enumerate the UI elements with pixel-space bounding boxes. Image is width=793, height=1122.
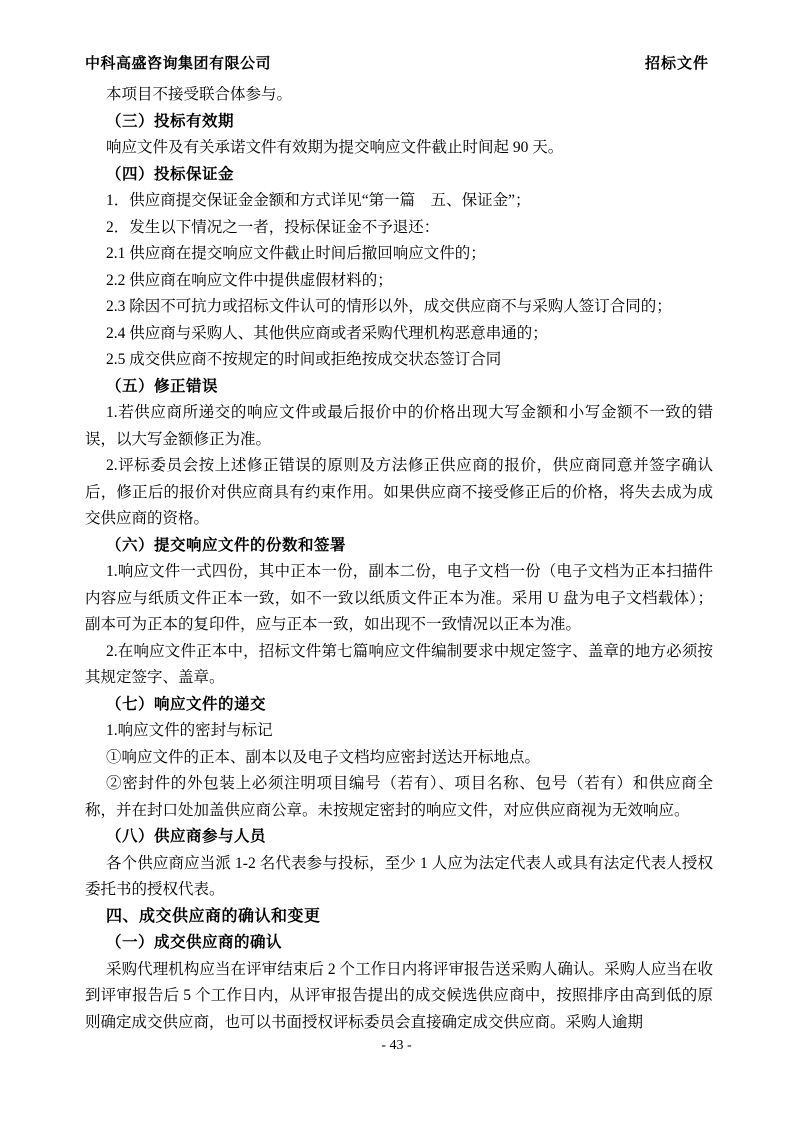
section-heading: （四）投标保证金 <box>106 165 235 183</box>
paragraph: 2.3 除因不可抗力或招标文件认可的情形以外，成交供应商不与采购人签订合同的； <box>106 298 672 315</box>
paragraph: 1.响应文件一式四份，其中正本一份，副本二份，电子文档一份（电子文档为正本扫描件内容应与纸质文件正本一致，如不一致以纸质文件正本为准。采用 U 盘为电子文档载体）；副本可为正本的复印件，应与正本一致，如出现不一致情况以正本为准。 <box>85 563 713 633</box>
paragraph: 2.1 供应商在提交响应文件截止时间后撤回响应文件的； <box>106 245 486 262</box>
header-document-type: 招标文件 <box>644 56 709 72</box>
chapter-heading: 四、成交供应商的确认和变更 <box>106 907 321 925</box>
paragraph: 1.响应文件的密封与标记 <box>106 722 273 739</box>
section-heading: （六）提交响应文件的份数和签署 <box>106 536 347 554</box>
document-body <box>85 82 713 1036</box>
paragraph: 采购代理机构应当在评审结束后 2 个工作日内将评审报告送采购人确认。采购人应当在收到评审报告后 5 个工作日内，从评审报告提出的成交候选供应商中，按照排序由高到低的原则确定成交供应商，也可以书面授权评标委员会直接确定成交供应商。采购人逾期 <box>85 960 713 1031</box>
section-heading: （五）修正错误 <box>106 377 219 395</box>
header-company-name: 中科高盛咨询集团有限公司 <box>85 56 272 72</box>
section-heading: （三）投标有效期 <box>106 112 235 130</box>
paragraph: 2.5 成交供应商不按规定的时间或拒绝按成交状态签订合同 <box>106 351 502 368</box>
section-heading: （八）供应商参与人员 <box>106 828 267 845</box>
paragraph: 2.4 供应商与采购人、其他供应商或者采购代理机构恶意串通的； <box>106 324 548 342</box>
paragraph: 2.2 供应商在响应文件中提供虚假材料的； <box>106 271 393 289</box>
paragraph: ②密封件的外包装上必须注明项目编号（若有）、项目名称、包号（若有）和供应商全称，并在封口处加盖供应商公章。未按规定密封的响应文件，对应供应商视为无效响应。 <box>85 775 713 819</box>
paragraph: ①响应文件的正本、副本以及电子文档均应密封送达开标地点。 <box>106 748 541 766</box>
section-heading: （七）响应文件的递交 <box>106 695 267 713</box>
paragraph: 本项目不接受联合体参与。 <box>106 86 293 103</box>
paragraph: 2.评标委员会按上述修正错误的原则及方法修正供应商的报价，供应商同意并签字确认后，修正后的报价对供应商具有约束作用。如果供应商不接受修正后的价格，将失去成为成交供应商的资格。 <box>85 457 713 527</box>
page-header <box>85 54 709 74</box>
paragraph: 响应文件及有关承诺文件有效期为提交响应文件截止时间起 90 天。 <box>106 139 564 156</box>
paragraph: 各个供应商应当派 1-2 名代表参与投标，至少 1 人应为法定代表人或具有法定代表人授权委托书的授权代表。 <box>85 854 713 898</box>
paragraph: 2．发生以下情况之一者，投标保证金不予退还： <box>106 218 440 236</box>
paragraph: 2.在响应文件正本中，招标文件第七篇响应文件编制要求中规定签字、盖章的地方必须按其规定签字、盖章。 <box>85 642 713 686</box>
paragraph: 1.若供应商所递交的响应文件或最后报价中的价格出现大写金额和小写金额不一致的错误，以大写金额修正为准。 <box>85 404 713 448</box>
section-heading: （一）成交供应商的确认 <box>106 934 283 951</box>
paragraph: 1．供应商提交保证金金额和方式详见“第一篇 五、保证金”； <box>106 192 531 209</box>
page-number: - 43 - <box>381 1038 412 1053</box>
page-footer <box>0 1037 793 1055</box>
